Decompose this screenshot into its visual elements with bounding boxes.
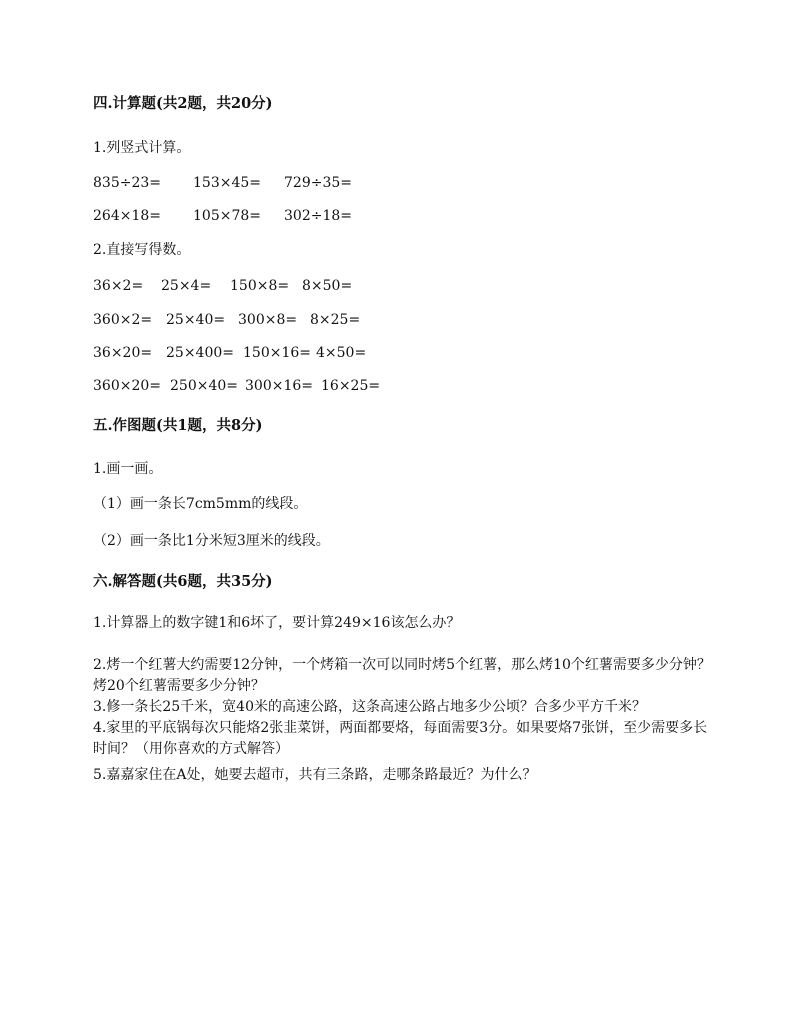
calc-expression: 153×45=: [193, 175, 261, 191]
calc-expression: 300×16=: [245, 378, 313, 394]
calc-expression: 25×40=: [166, 312, 226, 328]
question-title-draw: 1.画一画。: [93, 461, 163, 477]
calc-expression: 8×50=: [302, 278, 353, 294]
calc-expression: 25×4=: [161, 278, 212, 294]
draw-item: （1）画一条长7cm5mm的线段。: [93, 496, 308, 512]
calc-expression: 105×78=: [193, 208, 261, 224]
calc-expression: 4×50=: [316, 345, 367, 361]
calc-expression: 302÷18=: [284, 208, 352, 224]
calc-expression: 150×16=: [243, 345, 311, 361]
section-heading-word-problems: 六.解答题(共6题，共35分): [93, 573, 273, 590]
calc-expression: 250×40=: [170, 378, 238, 394]
calc-expression: 729÷35=: [284, 175, 352, 191]
calc-expression: 264×18=: [93, 208, 161, 224]
calc-expression: 8×25=: [310, 312, 361, 328]
section-heading-calculation: 四.计算题(共2题，共20分): [93, 95, 273, 112]
calc-expression: 25×400=: [166, 345, 234, 361]
calc-expression: 36×2=: [93, 278, 144, 294]
calc-expression: 360×20=: [93, 378, 161, 394]
draw-item: （2）画一条比1分米短3厘米的线段。: [93, 533, 330, 549]
calc-expression: 835÷23=: [93, 175, 161, 191]
question-title-direct-answer: 2.直接写得数。: [93, 242, 191, 258]
calc-expression: 36×20=: [93, 345, 153, 361]
calc-expression: 150×8=: [230, 278, 290, 294]
word-problem: 4.家里的平底锅每次只能烙2张韭菜饼，两面都要烙，每面需要3分。如果要烙7张饼，至少需要多长时间？（用你喜欢的方式解答）: [93, 720, 708, 757]
word-problem: 3.修一条长25千米，宽40米的高速公路，这条高速公路占地多少公顷？合多少平方千米？: [93, 699, 646, 715]
calc-expression: 16×25=: [321, 378, 381, 394]
section-heading-drawing: 五.作图题(共1题，共8分): [93, 417, 263, 434]
calc-expression: 360×2=: [93, 312, 153, 328]
word-problem: 1.计算器上的数字键1和6坏了，要计算249×16该怎么办？: [93, 615, 461, 631]
question-title-vertical-calc: 1.列竖式计算。: [93, 140, 191, 156]
calc-expression: 300×8=: [238, 312, 298, 328]
word-problem: 2.烤一个红薯大约需要12分钟，一个烤箱一次可以同时烤5个红薯，那么烤10个红薯需要多少分钟？烤20个红薯需要多少分钟？: [93, 657, 711, 694]
word-problem: 5.嘉嘉家住在A处，她要去超市，共有三条路，走哪条路最近？为什么？: [93, 767, 537, 783]
